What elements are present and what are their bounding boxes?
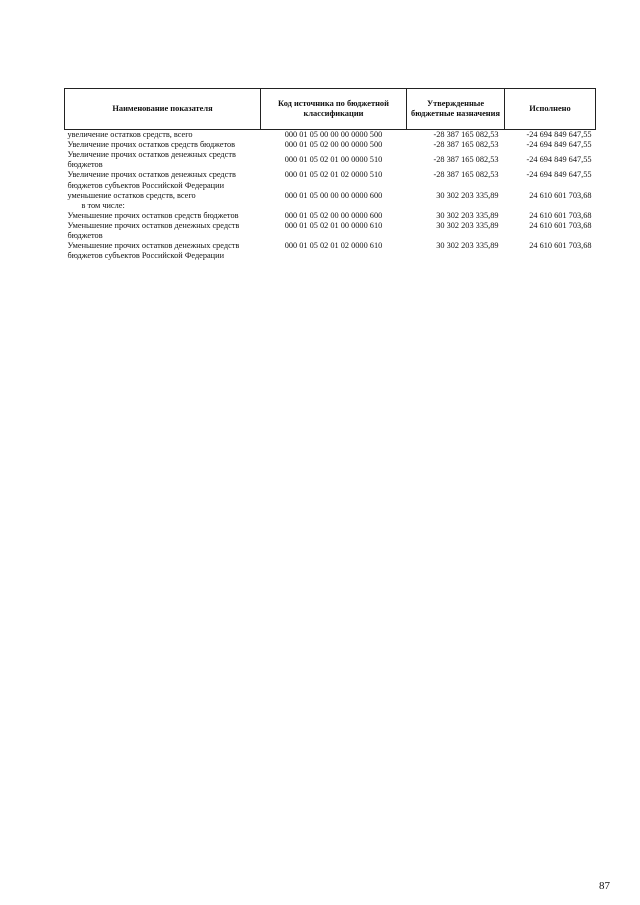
row-code: 000 01 05 02 01 00 0000 610	[284, 220, 383, 230]
row-name: Уменьшение прочих остатков денежных средств бюджетов субъектов Российской Федерации	[67, 241, 240, 261]
header-code: Код источника по бюджетной классификации	[261, 89, 407, 130]
budget-table	[64, 88, 596, 261]
page-number: 87	[599, 880, 610, 892]
header-name: Наименование показателя	[65, 89, 261, 130]
row-executed: -24 694 849 647,55	[526, 130, 592, 139]
row-approved: 30 302 203 335,89	[436, 190, 499, 200]
row-name-cell	[65, 191, 261, 211]
row-name: Увеличение прочих остатков денежных средств бюджетов	[67, 150, 236, 170]
row-code: 000 01 05 02 01 02 0000 510	[284, 170, 383, 180]
table-row	[65, 170, 596, 190]
table-header	[65, 89, 596, 130]
row-approved: 30 302 203 335,89	[436, 210, 499, 220]
row-name: уменьшение остатков средств, всего	[67, 190, 196, 200]
row-executed: 24 610 601 703,68	[529, 210, 592, 220]
row-executed: 24 610 601 703,68	[529, 241, 592, 251]
row-approved: -28 387 165 082,53	[433, 130, 499, 139]
table-body	[65, 130, 596, 262]
row-code: 000 01 05 02 01 00 0000 510	[284, 155, 383, 165]
row-code: 000 01 05 02 00 00 0000 500	[284, 140, 383, 150]
row-name: Увеличение прочих остатков денежных средств бюджетов субъектов Российской Федерации	[67, 170, 236, 190]
table-row	[65, 211, 596, 221]
row-executed: -24 694 849 647,55	[526, 170, 592, 180]
row-code: 000 01 05 02 01 02 0000 610	[284, 241, 383, 251]
row-approved: 30 302 203 335,89	[436, 220, 499, 230]
table-row	[65, 241, 596, 261]
row-executed: -24 694 849 647,55	[526, 140, 592, 150]
row-note: в том числе:	[81, 200, 125, 210]
row-code: 000 01 05 00 00 00 0000 500	[284, 130, 383, 139]
row-code: 000 01 05 00 00 00 0000 600	[284, 190, 383, 200]
row-name: Уменьшение прочих остатков денежных средств бюджетов	[67, 220, 240, 241]
row-approved: -28 387 165 082,53	[433, 140, 499, 150]
row-code: 000 01 05 02 00 00 0000 600	[284, 210, 383, 220]
table-row	[65, 130, 596, 141]
table-row	[65, 191, 596, 211]
row-name: увеличение остатков средств, всего	[67, 130, 193, 139]
row-approved: 30 302 203 335,89	[436, 241, 499, 251]
row-name: Увеличение прочих остатков средств бюджетов	[67, 140, 236, 150]
row-executed: 24 610 601 703,68	[529, 220, 592, 230]
row-approved: -28 387 165 082,53	[433, 155, 499, 165]
row-name: Уменьшение прочих остатков средств бюджетов	[67, 210, 239, 220]
row-approved: -28 387 165 082,53	[433, 170, 499, 180]
table-row	[65, 221, 596, 241]
row-executed: 24 610 601 703,68	[529, 190, 592, 200]
table-row	[65, 150, 596, 170]
header-executed: Исполнено	[505, 89, 596, 130]
table-row	[65, 140, 596, 150]
row-executed: -24 694 849 647,55	[526, 155, 592, 165]
header-approved: Утвержденные бюджетные назначения	[407, 89, 505, 130]
